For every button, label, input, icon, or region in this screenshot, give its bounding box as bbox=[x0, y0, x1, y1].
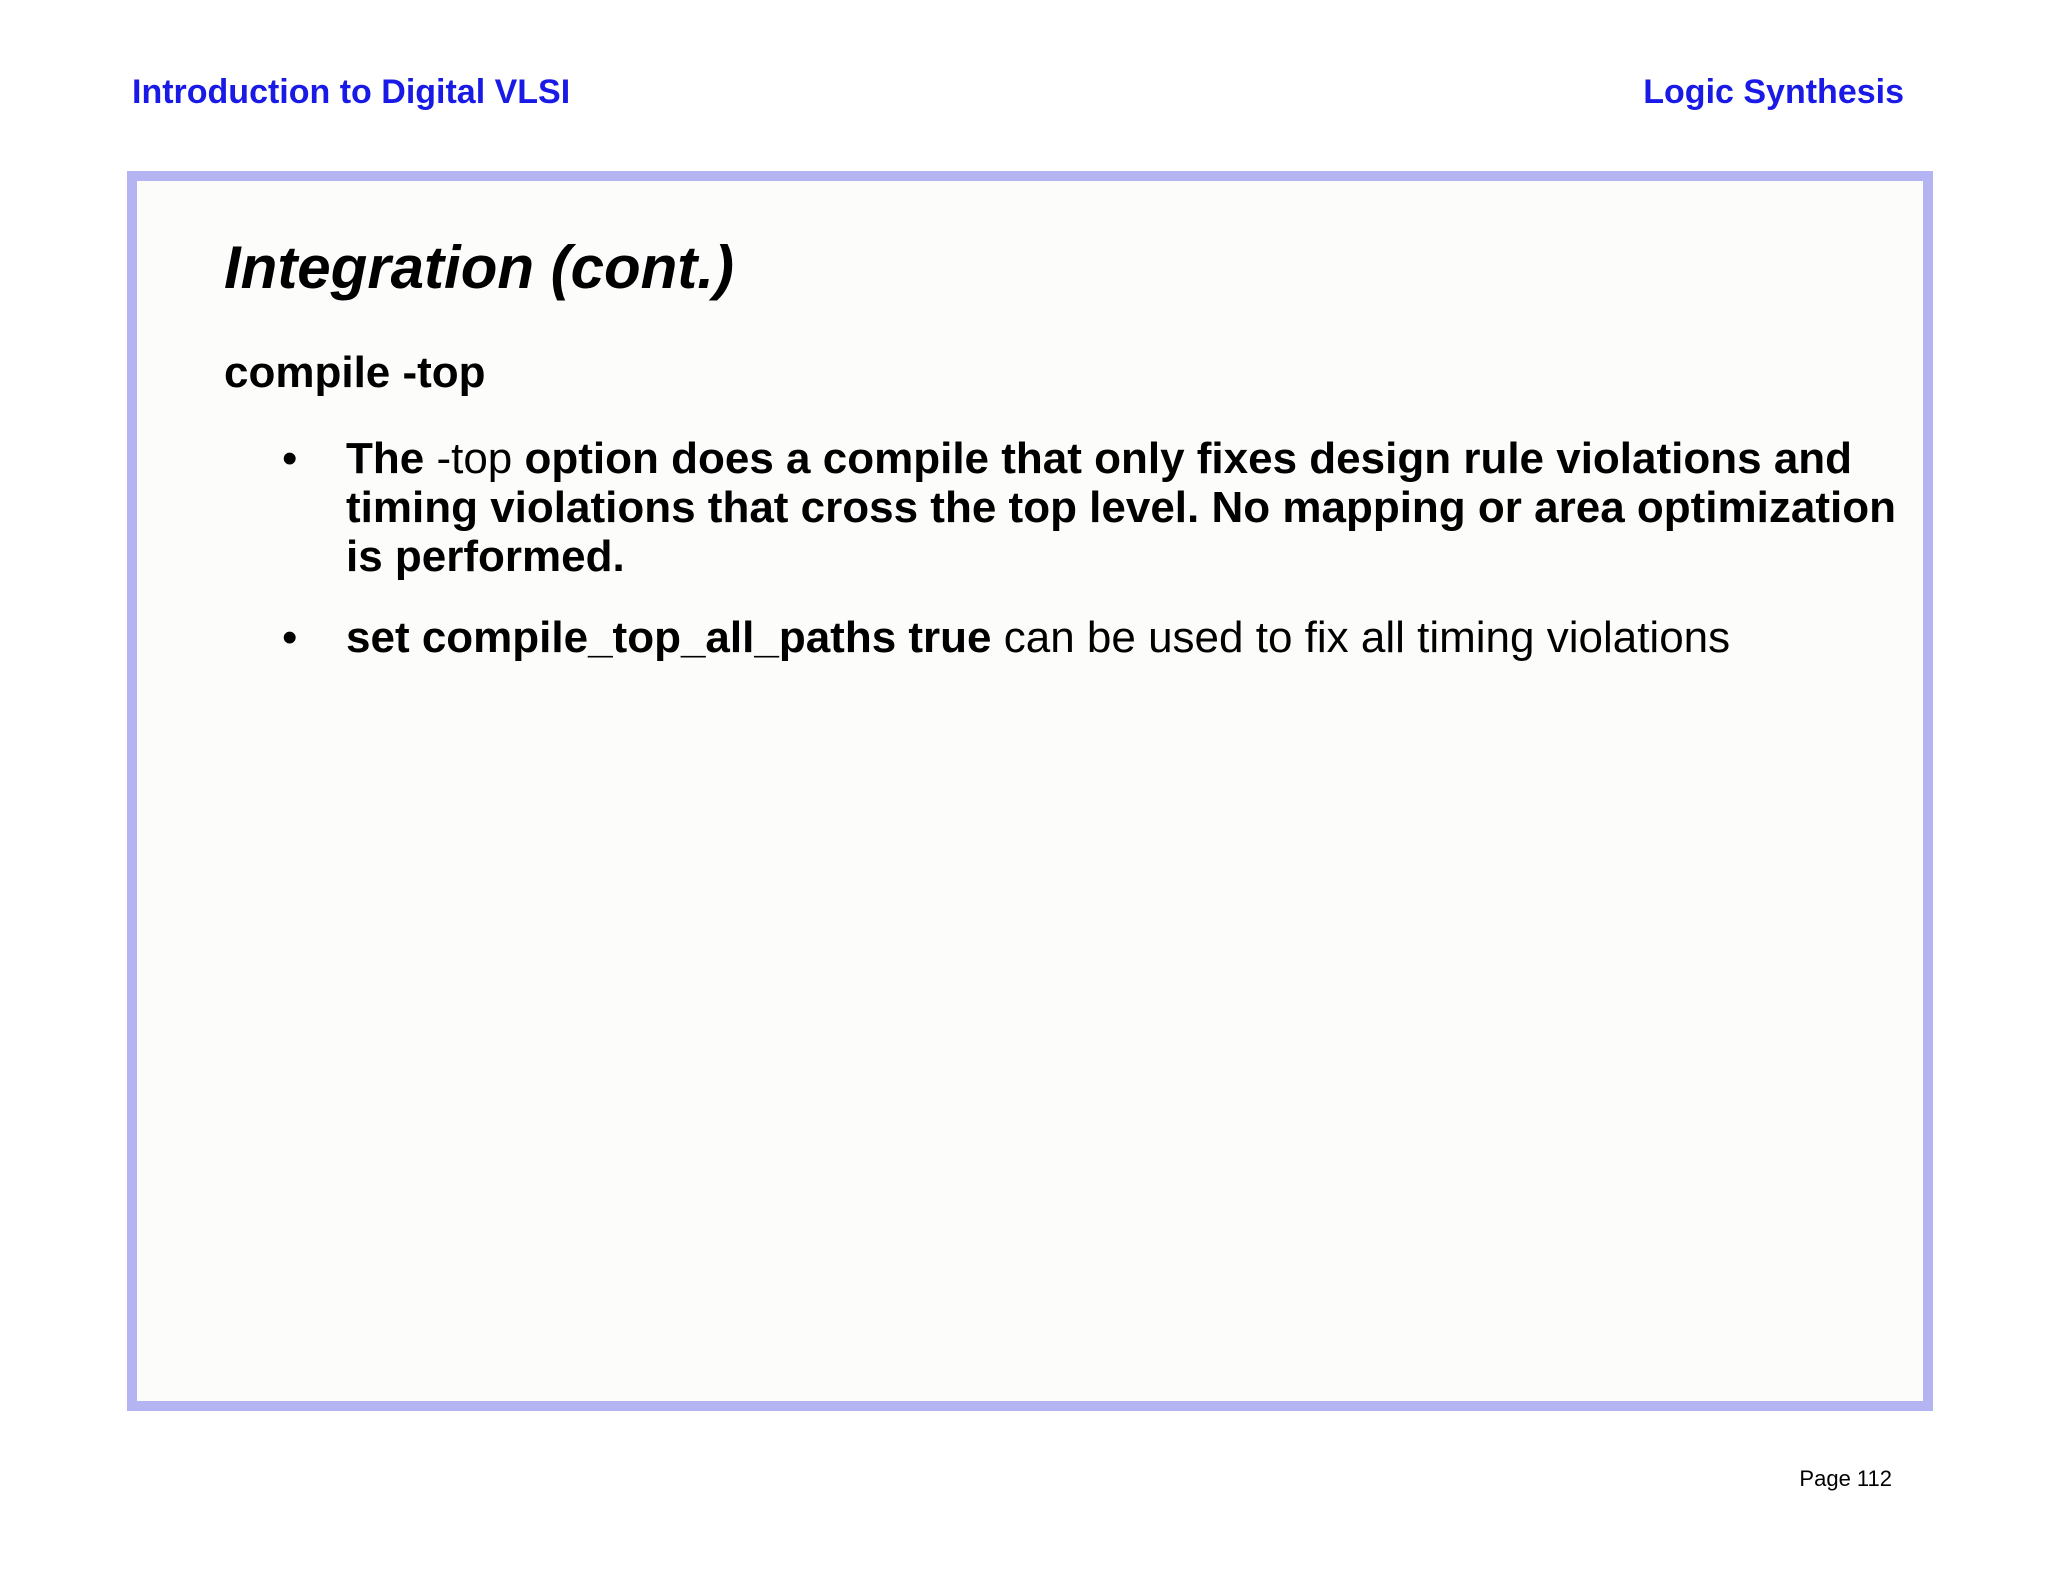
bullet-text-bold: The bbox=[346, 434, 425, 483]
bullet-text-option: -top bbox=[424, 434, 525, 483]
bullet-item bbox=[282, 613, 1902, 662]
bullet-marker: • bbox=[282, 613, 298, 662]
bullet-text-description: can be used to fix all timing violations bbox=[991, 613, 1731, 662]
bullet-item bbox=[282, 434, 1902, 581]
section-heading: compile -top bbox=[224, 348, 486, 397]
bullet-list bbox=[282, 434, 1902, 694]
bullet-text-bold: option does a compile that only fixes design rule violations and timing violations that cross the top level. No mapping or area optimization is performed. bbox=[346, 434, 1896, 581]
bullet-text-command: set compile_top_all_paths true bbox=[346, 613, 992, 662]
bullet-marker: • bbox=[282, 434, 298, 483]
course-title: Introduction to Digital VLSI bbox=[132, 73, 571, 111]
chapter-title: Logic Synthesis bbox=[1643, 73, 1904, 111]
slide-title: Integration (cont.) bbox=[224, 234, 734, 301]
slide-frame bbox=[127, 171, 1933, 1411]
page-number: Page 112 bbox=[1799, 1466, 1892, 1491]
